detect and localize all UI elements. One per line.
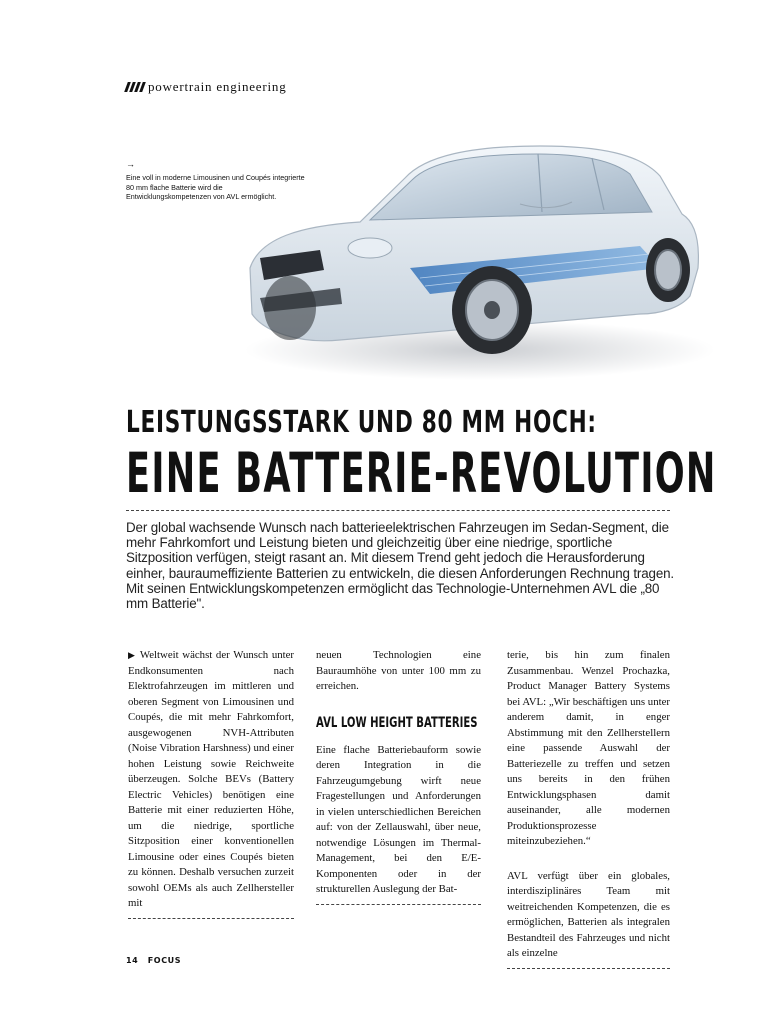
- body-paragraph: Eine flache Batteriebauform sowie deren Integration in die Fahrzeugumgebung wirft neue Fragestellungen und Anforderungen in vielen unterschiedlichen Bereichen auf: von der Zellauswahl, über neue, notwendige Lösungen im Thermal-Management, bei den E/E-Komponenten oder in der strukturellen Auslegung der Bat-: [316, 743, 481, 895]
- body-column-3: [507, 648, 670, 969]
- page-number: 14: [126, 956, 139, 965]
- car-illustration: [220, 118, 720, 398]
- subheading: AVL LOW HEIGHT BATTERIES: [316, 714, 478, 731]
- magazine-name: FOCUS: [147, 956, 182, 965]
- arrow-right-icon: →: [126, 159, 135, 169]
- body-text: Weltweit wächst der Wunsch unter Endkonsumenten nach Elektrofahrzeugen im mittleren und oberen Segment von Limousinen und Coupés, die mit mehr Fahrkomfort, ausgewogenen NVH-Attributen (Noise Vibration Harshness) und einer hohen Leistung sowie Reichweite überzeugen. Solche BEVs (Battery Electric Vehicles) benötigen eine Batterie mit einer reduzierten Höhe, um die niedrige, sportliche Sitzposition einer konventionellen Limousine oder eines Coupés bieten zu können. Deshalb versuchen zurzeit sowohl OEMs als auch Zellhersteller mit: [128, 649, 295, 909]
- slash-marks-icon: [126, 82, 144, 92]
- body-paragraph: [128, 648, 294, 912]
- body-paragraph: neuen Technologien eine Bauraumhöhe von unter 100 mm zu erreichen.: [316, 649, 481, 692]
- body-paragraph: terie, bis hin zum finalen Zusammenbau. Wenzel Prochazka, Product Manager Battery Systems bei AVL: „Wir beschäftigen uns unter anderem damit, in enger Abstimmung mit den Zellherstellern eine passende Auswahl der Batteriezelle zu treffen und setzen uns bereits in den frühen Entwicklungsphasen damit auseinander, alle modernen Produktionsprozesse miteinzubeziehen.“: [507, 649, 670, 847]
- headline-divider: [126, 510, 670, 511]
- body-column-1: [128, 648, 294, 919]
- page-footer: [126, 956, 181, 965]
- column-divider: [316, 904, 481, 905]
- body-paragraph: AVL verfügt über ein globales, interdisziplinäres Team mit weitreichenden Kompetenzen, die es ermöglichen, Batterien als integralen Bestandteil des Fahrzeuges und nicht als einzelne: [507, 869, 670, 959]
- caption-text: Eine voll in moderne Limousinen und Coupés integrierte 80 mm flache Batterie wird die Entwicklungskompetenzen von AVL ermöglicht.: [126, 173, 305, 202]
- headline-line-1: LEISTUNGSSTARK UND 80 MM HOCH:: [126, 405, 597, 440]
- column-divider: [128, 918, 294, 919]
- section-header: [126, 79, 287, 95]
- lead-paragraph: Der global wachsende Wunsch nach batterieelektrischen Fahrzeugen im Sedan-Segment, die mehr Fahrkomfort und Leistung bieten und gleichzeitig über eine niedrige, sportliche Sitzposition verfügen, steigt rasant an. Mit diesem Trend geht jedoch die Herausforderung einher, bauraumeffiziente Batterien zu entwickeln, die diesen Anforderungen Rechnung tragen. Mit seinen Entwicklungskompetenzen ermöglicht das Technologie-Unternehmen AVL die „80 mm Batterie".: [126, 520, 674, 612]
- headline: [126, 404, 717, 505]
- bullet-arrow-icon: ▶: [128, 650, 136, 660]
- section-label: powertrain engineering: [148, 79, 287, 94]
- headline-line-2: EINE BATTERIE-REVOLUTION: [126, 441, 717, 505]
- body-column-2: [316, 648, 481, 905]
- column-divider: [507, 968, 670, 969]
